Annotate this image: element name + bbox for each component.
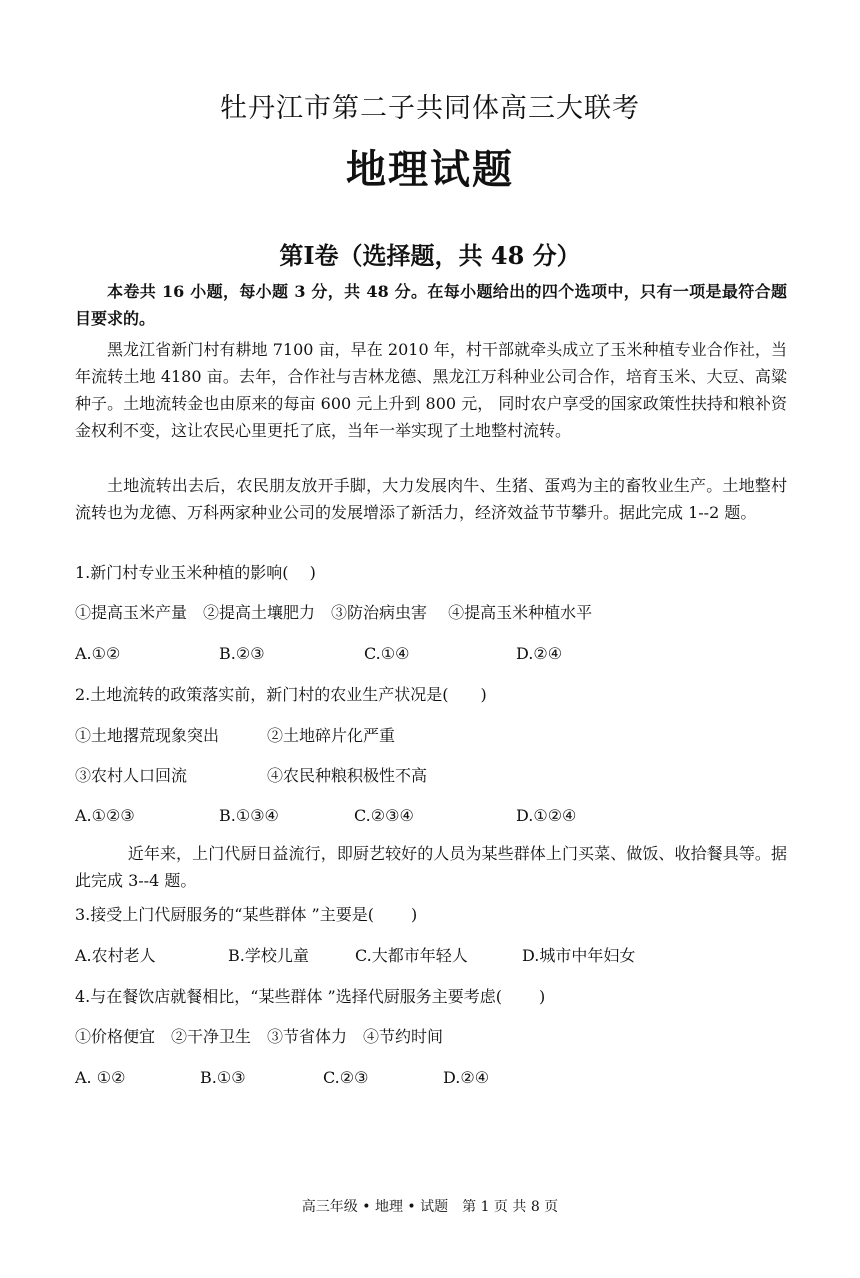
q2-stem: 2.土地流转的政策落实前，新门村的农业生产状况是( ) (75, 685, 487, 704)
q1-option-d: D.②④ (516, 644, 563, 663)
q1-option-a: A.①② (75, 644, 121, 663)
q4-stem: 4.与在餐饮店就餐相比，“某些群体 ”选择代厨服务主要考虑( ) (75, 987, 546, 1006)
q2-option-b: B.①③④ (219, 806, 279, 825)
q3-option-d: D.城市中年妇女 (522, 946, 636, 965)
q2-statements-b: ③农村人口回流 ④农民种粮积极性不高 (75, 766, 428, 785)
q3-option-b: B.学校儿童 (228, 946, 309, 965)
exam-subtitle: 牡丹江市第二子共同体高三大联考 (220, 93, 640, 124)
q4-option-a: A. ①② (75, 1068, 126, 1087)
q2-option-d: D.①②④ (516, 806, 577, 825)
q4-statements: ①价格便宜 ②干净卫生 ③节省体力 ④节约时间 (75, 1027, 444, 1046)
q1-option-b: B.②③ (219, 644, 265, 663)
q4-option-b: B.①③ (200, 1068, 246, 1087)
section-heading: 第Ⅰ卷（选择题，共 48 分） (279, 241, 581, 270)
q4-option-d: D.②④ (443, 1068, 490, 1087)
q3-option-a: A.农村老人 (75, 946, 156, 965)
q3-option-c: C.大都市年轻人 (355, 946, 468, 965)
q4-option-c: C.②③ (323, 1068, 369, 1087)
instructions: 本卷共 16 小题，每小题 3 分，共 48 分。在每小题给出的四个选项中，只有一项是最符合题目要求的。 (75, 282, 787, 328)
q1-statements: ①提高玉米产量 ②提高土壤肥力 ③防治病虫害 ④提高玉米种植水平 (75, 603, 593, 622)
passage2: 近年来，上门代厨日益流行，即厨艺较好的人员为某些群体上门买菜、做饭、收拾餐具等。据此完成 3--4 题。 (75, 844, 787, 890)
exam-title: 地理试题 (346, 147, 514, 193)
passage1-para2: 土地流转出去后，农民朋友放开手脚，大力发展肉牛、生猪、蛋鸡为主的畜牧业生产。土地整村流转也为龙德、万科两家种业公司的发展增添了新活力，经济效益节节攀升。据此完成 1--2 题。 (75, 476, 787, 522)
q2-statements-a: ①土地撂荒现象突出 ②土地碎片化严重 (75, 726, 396, 745)
q2-option-c: C.②③④ (354, 806, 414, 825)
q3-stem: 3.接受上门代厨服务的“某些群体 ”主要是( ) (75, 905, 418, 924)
q1-option-c: C.①④ (364, 644, 410, 663)
q2-option-a: A.①②③ (75, 806, 135, 825)
q1-stem: 1.新门村专业玉米种植的影响( ) (75, 563, 316, 582)
page-footer: 高三年级 • 地理 • 试题 第 1 页 共 8 页 (301, 1199, 559, 1215)
passage1-para1: 黑龙江省新门村有耕地 7100 亩，早在 2010 年，村干部就牵头成立了玉米种植专业合作社，当年流转土地 4180 亩。去年，合作社与吉林龙德、黑龙江万科种业公司合作，培育玉米、大豆、高粱种子。土地流转金也由原来的每亩 600 元上升到 800 元， 同时农户享受的国家政策性扶持和粮补资金权利不变，这让农民心里更托了底，当年一举实现了土地整村流转。 (75, 340, 787, 440)
